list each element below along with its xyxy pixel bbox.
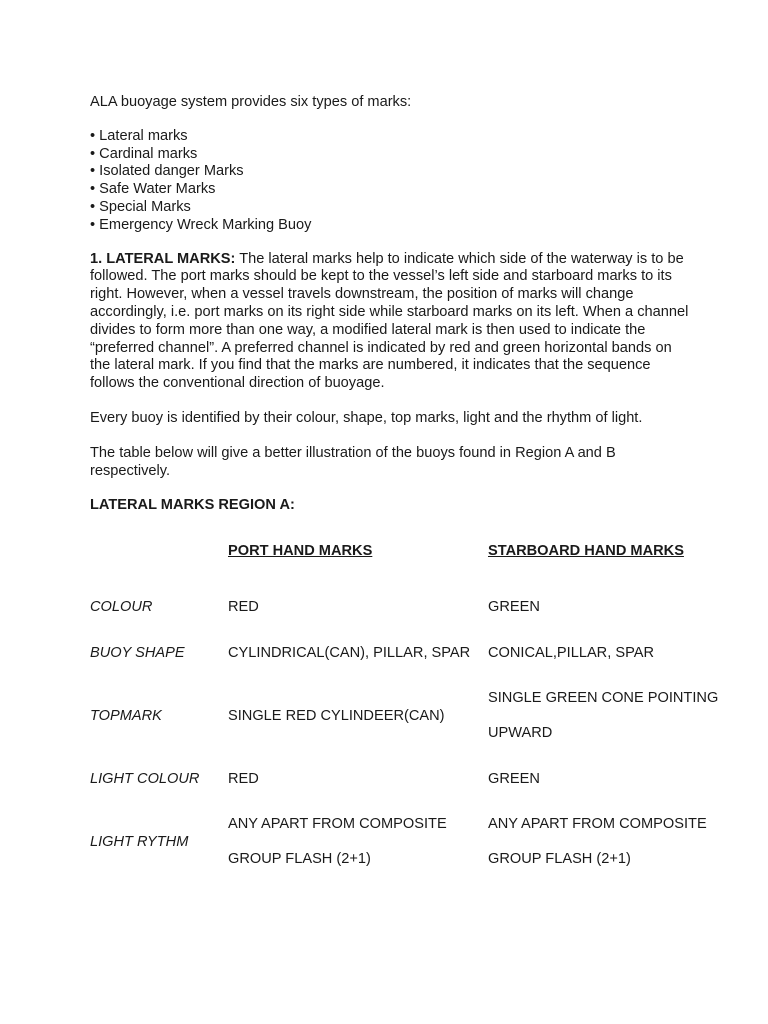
list-item: • Isolated danger Marks bbox=[90, 163, 690, 181]
starboard-value: GREEN bbox=[488, 771, 540, 788]
header-port-hand-marks: PORT HAND MARKS bbox=[228, 543, 373, 560]
list-item: • Emergency Wreck Marking Buoy bbox=[90, 217, 690, 235]
port-value: RED bbox=[228, 599, 259, 616]
table-row bbox=[90, 802, 740, 882]
header-cell-blank bbox=[90, 542, 228, 584]
row-label: BUOY SHAPE bbox=[90, 645, 185, 662]
list-item: • Special Marks bbox=[90, 199, 690, 217]
port-value: CYLINDRICAL(CAN), PILLAR, SPAR bbox=[228, 645, 471, 662]
list-item: • Cardinal marks bbox=[90, 146, 690, 164]
table-header-row bbox=[90, 542, 740, 584]
lateral-marks-table bbox=[90, 542, 740, 882]
identification-paragraph: Every buoy is identified by their colour, shape, top marks, light and the rhythm of light. bbox=[90, 409, 643, 426]
row-label: TOPMARK bbox=[90, 708, 162, 725]
starboard-value: SINGLE GREEN CONE POINTING UPWARD bbox=[488, 689, 719, 742]
document-page bbox=[90, 94, 719, 882]
table-row bbox=[90, 676, 740, 756]
list-item: • Safe Water Marks bbox=[90, 181, 690, 199]
lateral-marks-paragraph bbox=[90, 251, 690, 393]
lateral-marks-body: The lateral marks help to indicate which side of the waterway is to be followed. The port marks should be kept to the vessel’s left side and starboard marks to its right. However, when a vessel travels downstream, the position of marks will change accordingly, i.e. port marks on its right side while starboard marks on its left. When a channel divides to form more than one way, a modified lateral mark is then used to indicate the “preferred channel”. A preferred channel is indicated by red and green horizontal bands on the lateral mark. If you find that the marks are numbered, it indicates that the sequence follows the conventional direction of buoyage. bbox=[90, 250, 689, 392]
starboard-value: ANY APART FROM COMPOSITE GROUP FLASH (2+1) bbox=[488, 815, 707, 868]
row-label: COLOUR bbox=[90, 599, 153, 616]
row-label: LIGHT COLOUR bbox=[90, 771, 200, 788]
table-row bbox=[90, 584, 740, 630]
table-row bbox=[90, 756, 740, 802]
intro-text: ALA buoyage system provides six types of marks: bbox=[90, 94, 412, 110]
lateral-marks-heading: 1. LATERAL MARKS: bbox=[90, 250, 236, 267]
region-title: LATERAL MARKS REGION A: bbox=[90, 497, 295, 514]
port-value: RED bbox=[228, 771, 259, 788]
header-starboard-hand-marks: STARBOARD HAND MARKS bbox=[488, 543, 684, 560]
list-item: • Lateral marks bbox=[90, 128, 690, 146]
mark-types-list bbox=[90, 128, 690, 235]
port-value: ANY APART FROM COMPOSITE GROUP FLASH (2+1) bbox=[228, 815, 447, 868]
table-row bbox=[90, 630, 740, 676]
starboard-value: CONICAL,PILLAR, SPAR bbox=[488, 645, 654, 662]
port-value: SINGLE RED CYLINDEER(CAN) bbox=[228, 708, 445, 725]
row-label: LIGHT RYTHM bbox=[90, 834, 189, 851]
starboard-value: GREEN bbox=[488, 599, 540, 616]
table-intro-paragraph: The table below will give a better illustration of the buoys found in Region A and B respectively. bbox=[90, 444, 616, 479]
